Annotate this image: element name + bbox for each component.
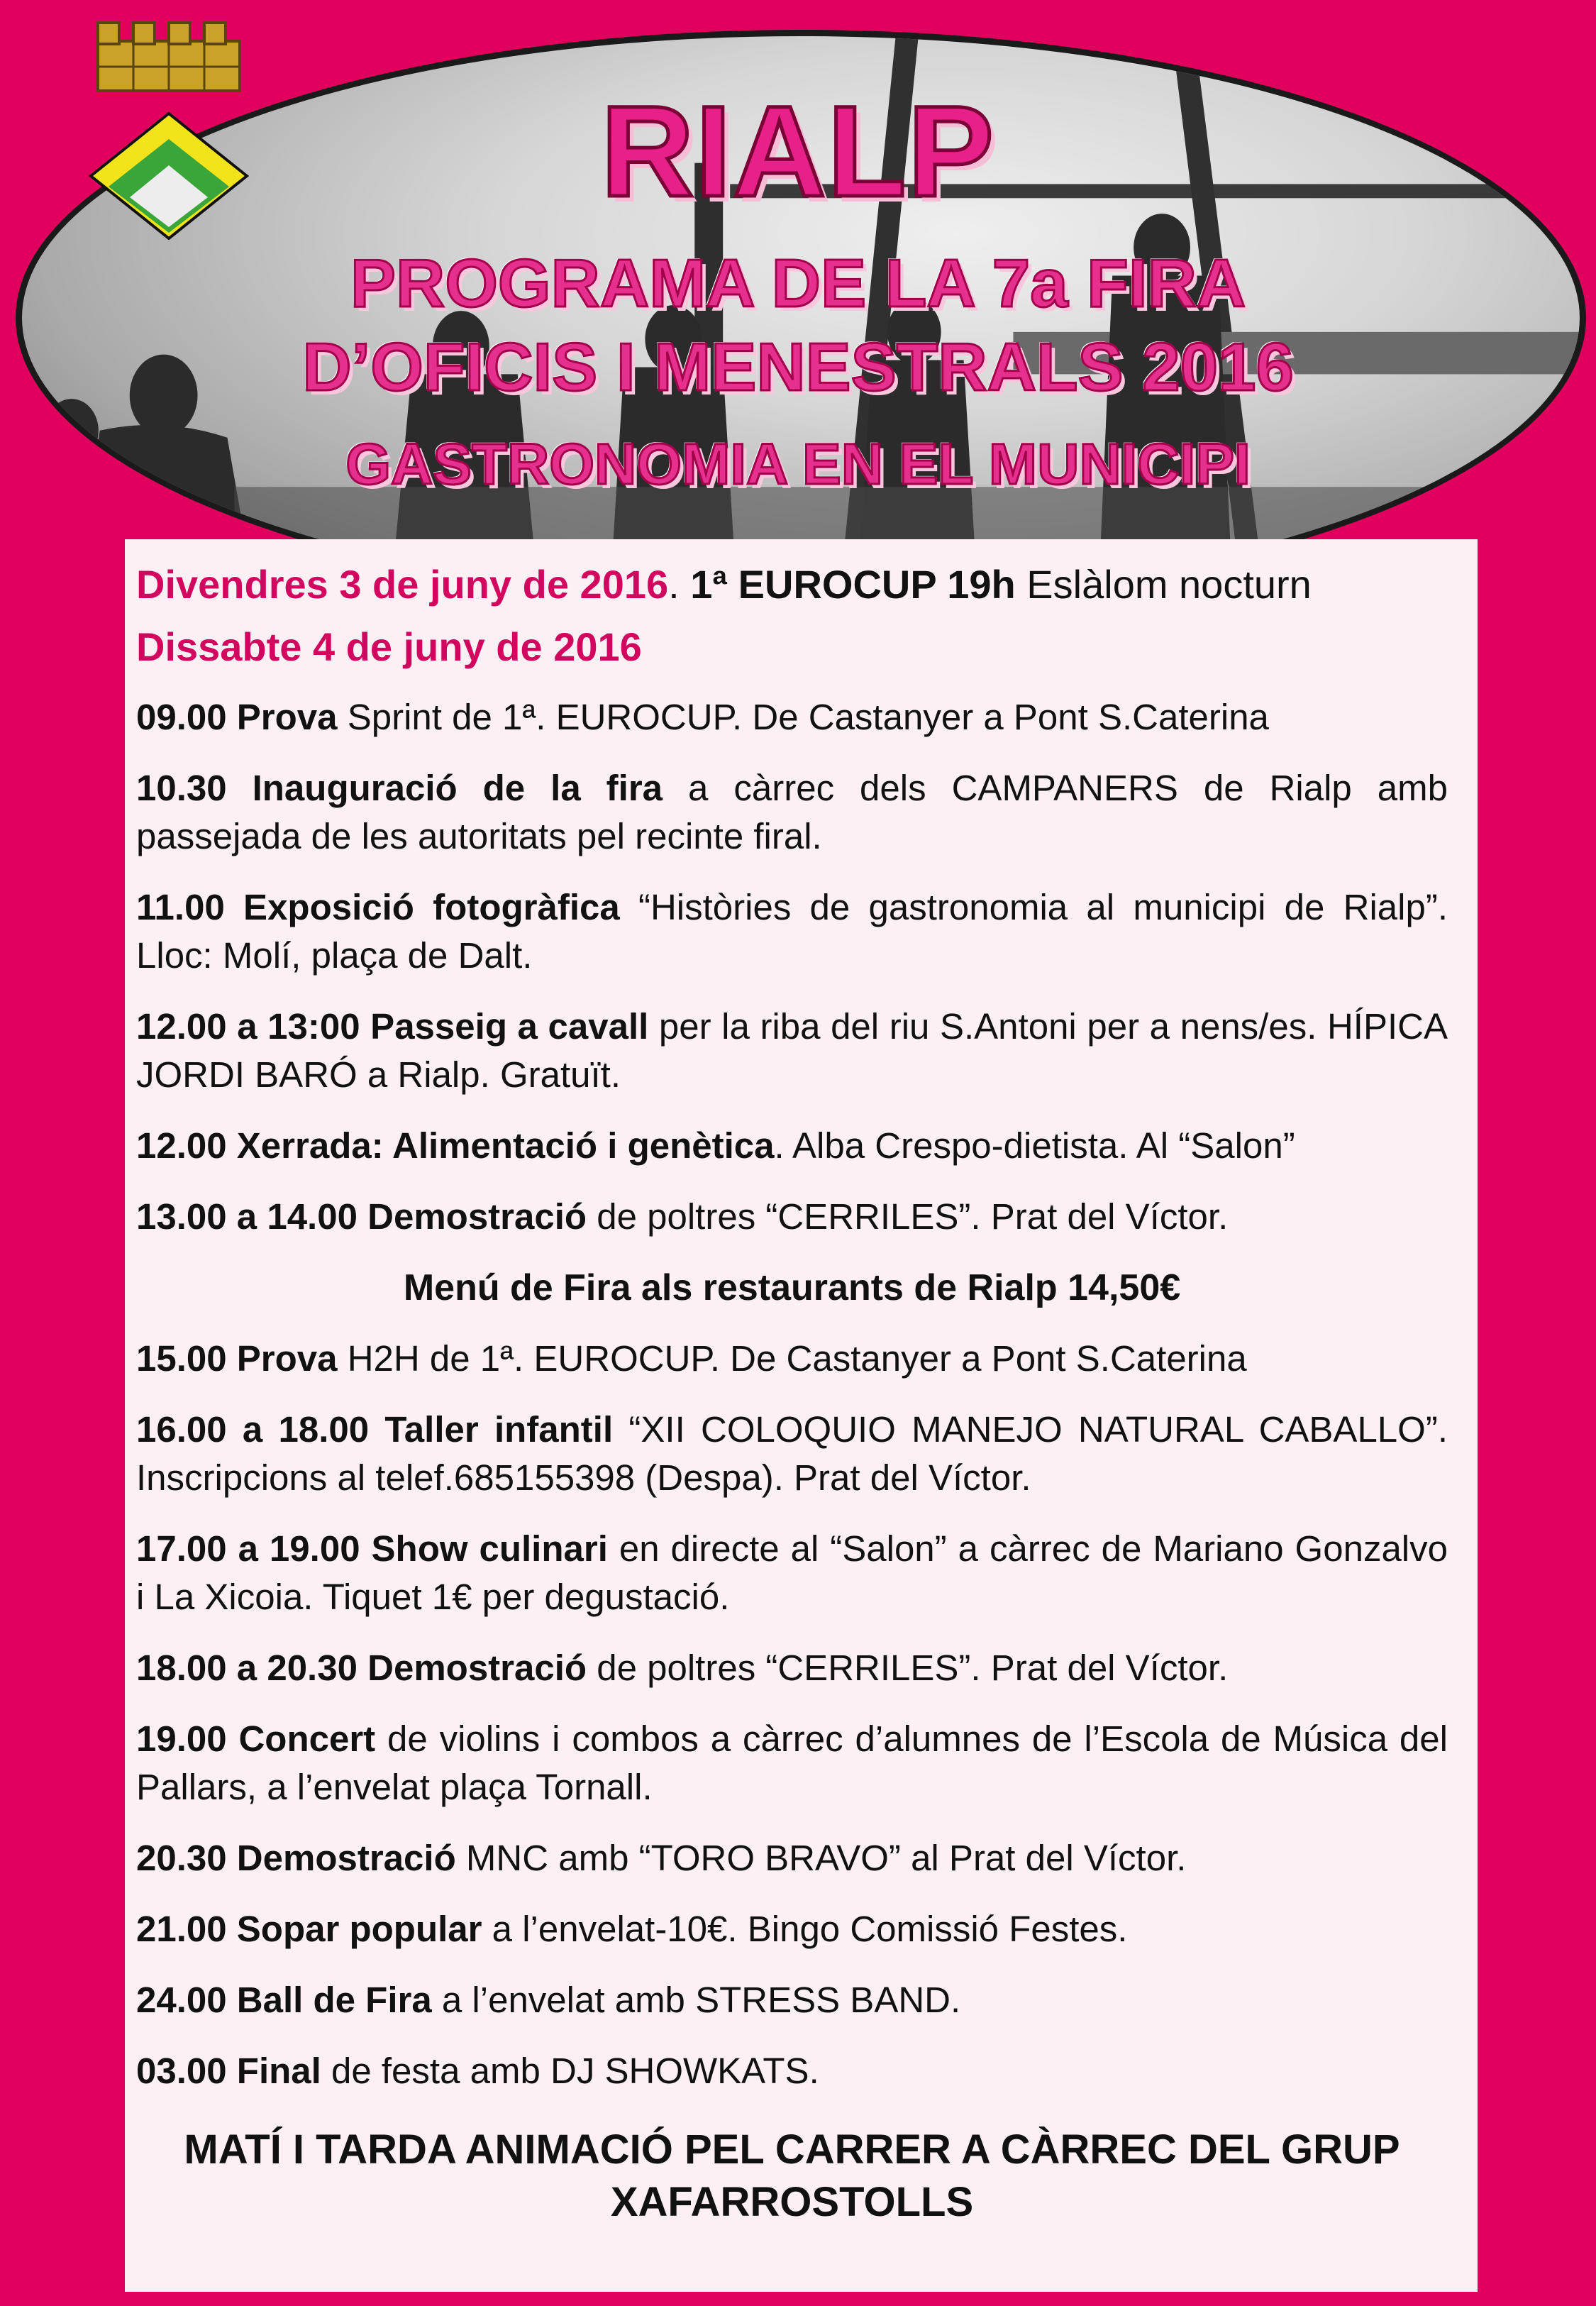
friday-separator: . xyxy=(668,562,691,607)
menu-announcement: Menú de Fira als restaurants de Rialp 14,50€ xyxy=(403,1267,1181,1308)
friday-heading xyxy=(136,562,1448,607)
schedule-entry: 11.00 Exposició fotogràfica “Històries de gastronomia al municipi de Rialp”. Lloc: Molí, plaça de Dalt. xyxy=(136,886,1448,976)
schedule-entry: 13.00 a 14.00 Demostració de poltres “CERRILES”. Prat del Víctor. xyxy=(136,1196,1229,1237)
schedule-entry: 20.30 Demostració MNC amb “TORO BRAVO” al Prat del Víctor. xyxy=(136,1837,1187,1878)
schedule-entry: 12.00 Xerrada: Alimentació i genètica. Alba Crespo-dietista. Al “Salon” xyxy=(136,1125,1295,1166)
program-title-line2: D’OFICIS I MENESTRALS 2016 xyxy=(302,329,1294,405)
program-panel xyxy=(125,539,1478,2292)
schedule-entry: 16.00 a 18.00 Taller infantil “XII COLOQUIO MANEJO NATURAL CABALLO”. Inscripcions al telef.685155398 (Despa). Prat del Víctor. xyxy=(136,1408,1448,1498)
schedule-entry: 18.00 a 20.30 Demostració de poltres “CERRILES”. Prat del Víctor. xyxy=(136,1647,1229,1688)
schedule-entry: 17.00 a 19.00 Show culinari en directe al “Salon” a càrrec de Mariano Gonzalvo i La Xicoia. Tiquet 1€ per degustació. xyxy=(136,1528,1448,1617)
program-title-line1: PROGRAMA DE LA 7a FIRA xyxy=(350,246,1246,321)
friday-event-detail: Eslàlom nocturn xyxy=(1015,562,1312,607)
schedule-entry: 24.00 Ball de Fira a l’envelat amb STRESS BAND. xyxy=(136,1979,961,2020)
saturday-heading: Dissabte 4 de juny de 2016 xyxy=(136,624,642,670)
friday-date: Divendres 3 de juny de 2016 xyxy=(136,562,669,607)
program-subtitle: GASTRONOMIA EN EL MUNICIPI xyxy=(345,432,1251,497)
schedule-entry: 09.00 Prova Sprint de 1ª. EUROCUP. De Castanyer a Pont S.Caterina xyxy=(136,696,1269,737)
schedule-entry: 15.00 Prova H2H de 1ª. EUROCUP. De Castanyer a Pont S.Caterina xyxy=(136,1337,1247,1379)
schedule-entry: 03.00 Final de festa amb DJ SHOWKATS. xyxy=(136,2050,819,2091)
schedule-entry: 10.30 Inauguració de la fira a càrrec dels CAMPANERS de Rialp amb passejada de les autoritats pel recinte firal. xyxy=(136,767,1448,856)
schedule-entry: 12.00 a 13:00 Passeig a cavall per la riba del riu S.Antoni per a nens/es. HÍPICA JORDI BARÓ a Rialp. Gratuït. xyxy=(136,1005,1448,1095)
closing-announcement: MATÍ I TARDA ANIMACIÓ PEL CARRER A CÀRREC DEL GRUP XAFARROSTOLLS xyxy=(184,2126,1400,2225)
friday-event: 1ª EUROCUP 19h xyxy=(690,562,1016,607)
town-title: RIALP xyxy=(601,79,995,224)
schedule-entry: 19.00 Concert de violins i combos a càrrec d’alumnes de l’Escola de Música del Pallars, a l’envelat plaça Tornall. xyxy=(136,1718,1448,1807)
schedule-entry: 21.00 Sopar popular a l’envelat-10€. Bingo Comissió Festes. xyxy=(136,1908,1128,1949)
